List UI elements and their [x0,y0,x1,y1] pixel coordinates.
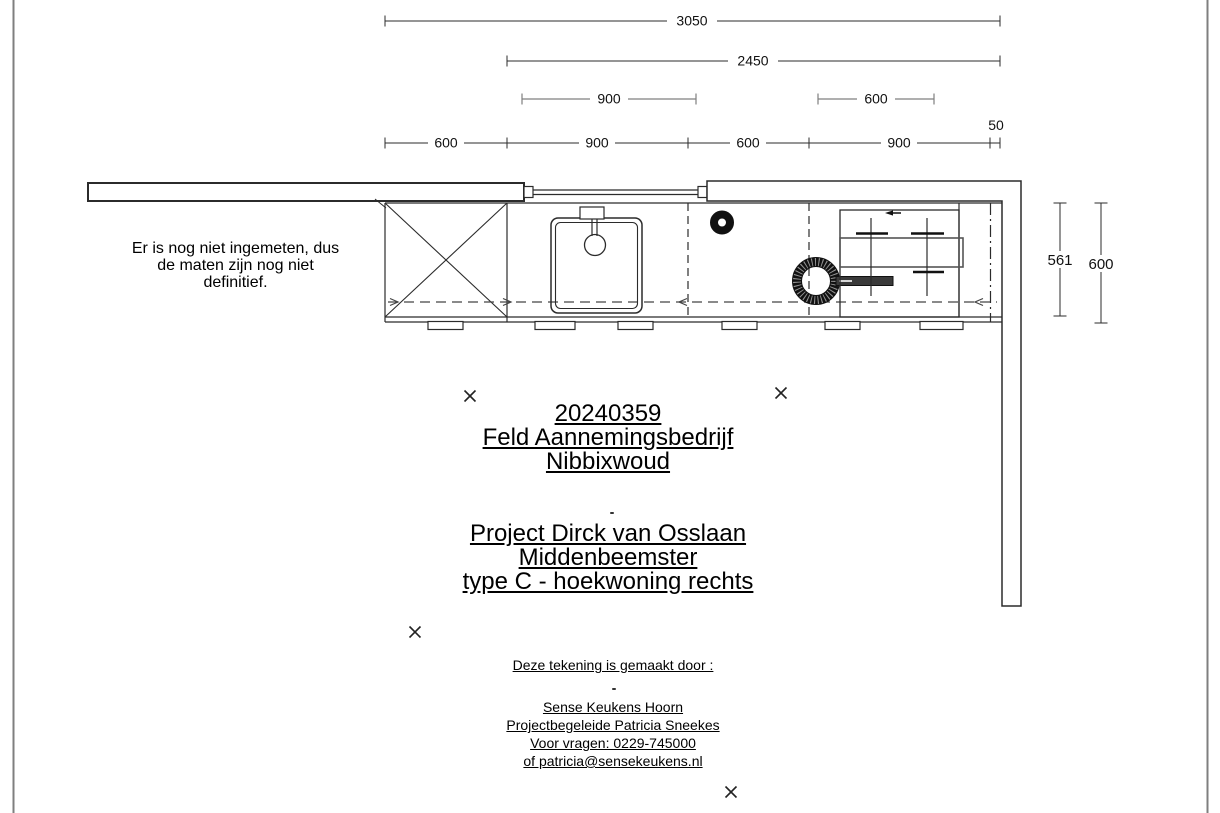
corner-cabinet-cross [385,203,507,317]
windowsill-wall [88,183,524,201]
footer-heading: Deze tekening is gemaakt door : [512,657,714,673]
plinth-feet [428,322,963,330]
note-line-1: Er is nog niet ingemeten, dus [131,240,340,257]
stray-mark [610,512,614,514]
sink [551,207,642,313]
cooktop [840,210,963,317]
footer-contact: Projectbegeleide Patricia Sneekes [506,717,720,733]
note-line-3: definitief. [203,274,268,291]
dim-label-2450: 2450 [737,52,769,69]
dim-label-total: 3050 [676,12,708,29]
cabinet-centerline [388,299,997,306]
counter-run [375,199,1002,322]
client-name: Feld Aannemingsbedrijf [482,424,734,451]
dim-label-window: 900 [597,90,621,107]
title-gap [398,474,818,522]
footer-block [453,656,773,770]
window-rail [524,187,707,198]
footer-email: of patricia@sensekeukens.nl [523,753,703,769]
dim-label-hob: 600 [864,90,888,107]
project-line-3: type C - hoekwoning rechts [462,568,754,595]
dim-label-seg4: 900 [887,134,911,151]
footer-gap [453,674,773,698]
dim-label-seg2: 900 [585,134,609,151]
dim-label-seg1: 600 [434,134,458,151]
dim-label-filler: 50 [988,117,1004,133]
faucet-base [580,207,604,219]
order-number: 20240359 [554,400,662,427]
note-line-2: de maten zijn nog niet [157,257,314,274]
dim-label-counter-depth: 600 [1088,256,1114,273]
footer-phone: Voor vragen: 0229-745000 [530,735,696,751]
measurement-note [120,240,351,291]
dim-label-cabinet-depth: 561 [1047,252,1073,269]
project-line-2: Middenbeemster [518,544,698,571]
client-city: Nibbixwoud [545,448,671,475]
stray-mark-2 [612,688,616,690]
project-line-1: Project Dirck van Osslaan [469,520,747,547]
footer-company: Sense Keukens Hoorn [542,699,684,715]
title-block [398,402,818,594]
socket-donut [714,215,730,231]
faucet-spout [585,235,606,256]
dim-label-seg3: 600 [736,134,760,151]
small-arrow-icon [885,210,893,215]
